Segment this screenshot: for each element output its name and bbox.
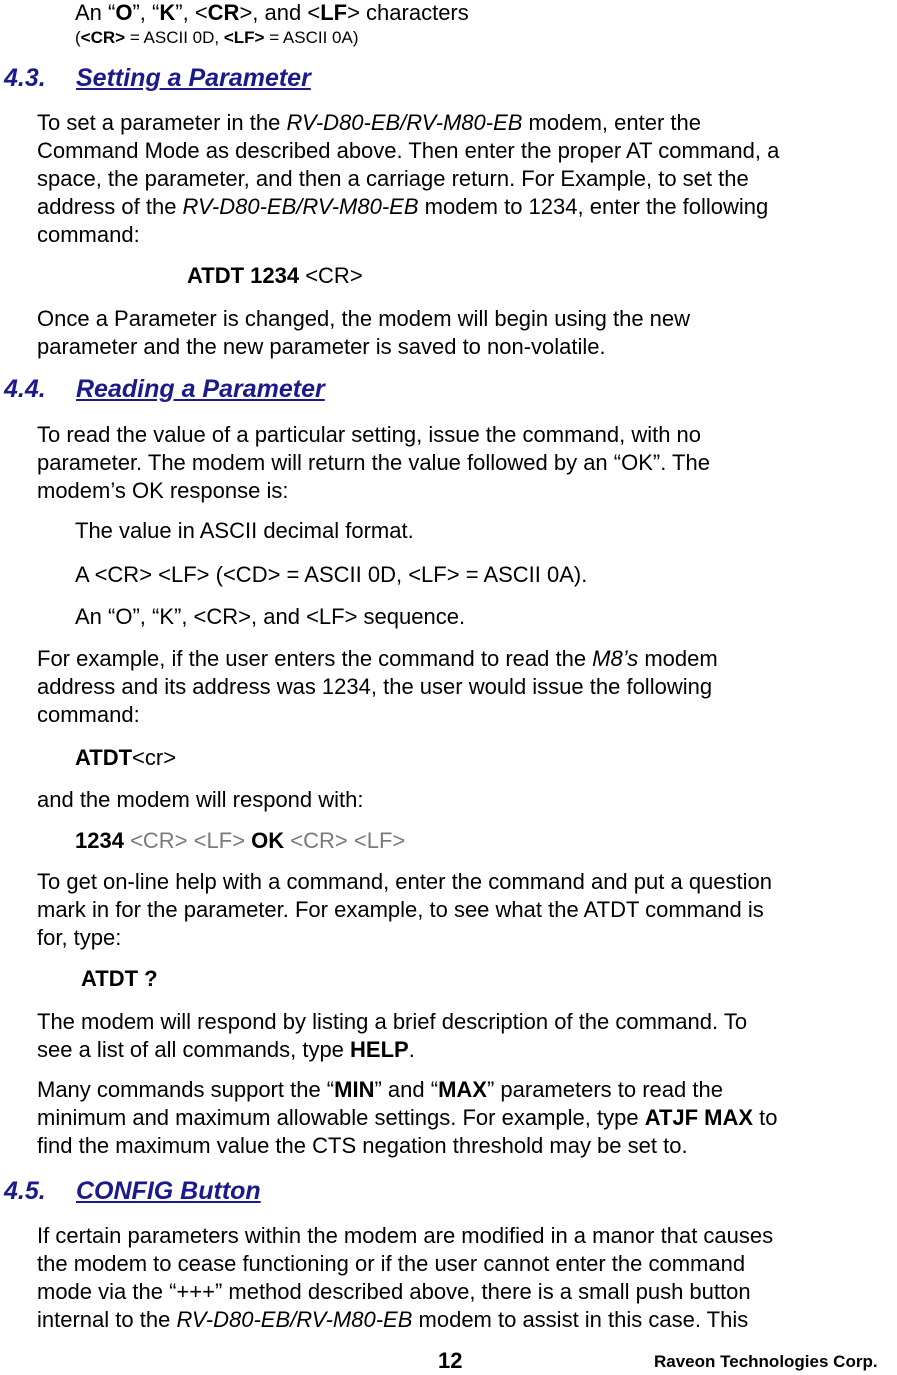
- response-example: 1234 <CR> <LF> OK <CR> <LF>: [75, 828, 406, 853]
- paragraph-line: space, the parameter, and then a carriage return. For Example, to set the: [37, 166, 749, 191]
- paragraph-line: command:: [37, 222, 140, 247]
- paragraph-line: parameter. The modem will return the value followed by an “OK”. The: [37, 450, 710, 475]
- top-line: An “O”, “K”, <CR>, and <LF> characters: [75, 0, 469, 25]
- command-example: ATDT 1234 <CR>: [187, 263, 363, 288]
- paragraph-line: address and its address was 1234, the user would issue the following: [37, 674, 713, 699]
- paragraph-line: find the maximum value the CTS negation threshold may be set to.: [37, 1133, 688, 1158]
- response-item: A <CR> <LF> (<CD> = ASCII 0D, <LF> = ASCII 0A).: [75, 562, 588, 587]
- paragraph-line: command:: [37, 702, 140, 727]
- paragraph-line: for, type:: [37, 925, 122, 950]
- paragraph-line: see a list of all commands, type HELP.: [37, 1037, 415, 1062]
- section-heading-4-4: 4.4. Reading a Parameter: [4, 375, 325, 403]
- paragraph-line: minimum and maximum allowable settings. For example, type ATJF MAX to: [37, 1105, 778, 1130]
- paragraph-line: parameter and the new parameter is saved to non-volatile.: [37, 334, 606, 359]
- paragraph-line: address of the RV-D80-EB/RV-M80-EB modem to 1234, enter the following: [37, 194, 769, 219]
- paragraph-line: Once a Parameter is changed, the modem will begin using the new: [37, 306, 691, 331]
- paragraph-line: To get on-line help with a command, enter the command and put a question: [37, 869, 773, 894]
- paragraph-line: To read the value of a particular setting, issue the command, with no: [37, 422, 702, 447]
- command-example: ATDT<cr>: [75, 745, 177, 770]
- paragraph-line: mode via the “+++” method described above, there is a small push button: [37, 1279, 751, 1304]
- response-item: An “O”, “K”, <CR>, and <LF> sequence.: [75, 604, 466, 629]
- paragraph-line: modem’s OK response is:: [37, 478, 289, 503]
- paragraph-line: the modem to cease functioning or if the user cannot enter the command: [37, 1251, 746, 1276]
- paragraph-line: For example, if the user enters the command to read the M8’s modem: [37, 646, 718, 671]
- paragraph-line: Many commands support the “MIN” and “MAX” parameters to read the: [37, 1077, 723, 1102]
- paragraph-line: Command Mode as described above. Then enter the proper AT command, a: [37, 138, 780, 163]
- paragraph-line: internal to the RV-D80-EB/RV-M80-EB modem to assist in this case. This: [37, 1307, 749, 1332]
- paragraph-line: To set a parameter in the RV-D80-EB/RV-M80-EB modem, enter the: [37, 110, 701, 135]
- footer-company: Raveon Technologies Corp.: [654, 1352, 878, 1371]
- response-item: The value in ASCII decimal format.: [75, 518, 414, 543]
- paragraph-line: mark in for the parameter. For example, to see what the ATDT command is: [37, 897, 764, 922]
- paragraph-line: If certain parameters within the modem are modified in a manor that causes: [37, 1223, 774, 1248]
- section-heading-4-5: 4.5. CONFIG Button: [4, 1177, 261, 1205]
- command-example: ATDT ?: [81, 966, 158, 991]
- top-subline: (<CR> = ASCII 0D, <LF> = ASCII 0A): [75, 28, 359, 47]
- section-heading-4-3: 4.3. Setting a Parameter: [4, 64, 311, 92]
- paragraph-line: and the modem will respond with:: [37, 787, 364, 812]
- page-number: 12: [438, 1348, 463, 1373]
- paragraph-line: The modem will respond by listing a brief description of the command. To: [37, 1009, 748, 1034]
